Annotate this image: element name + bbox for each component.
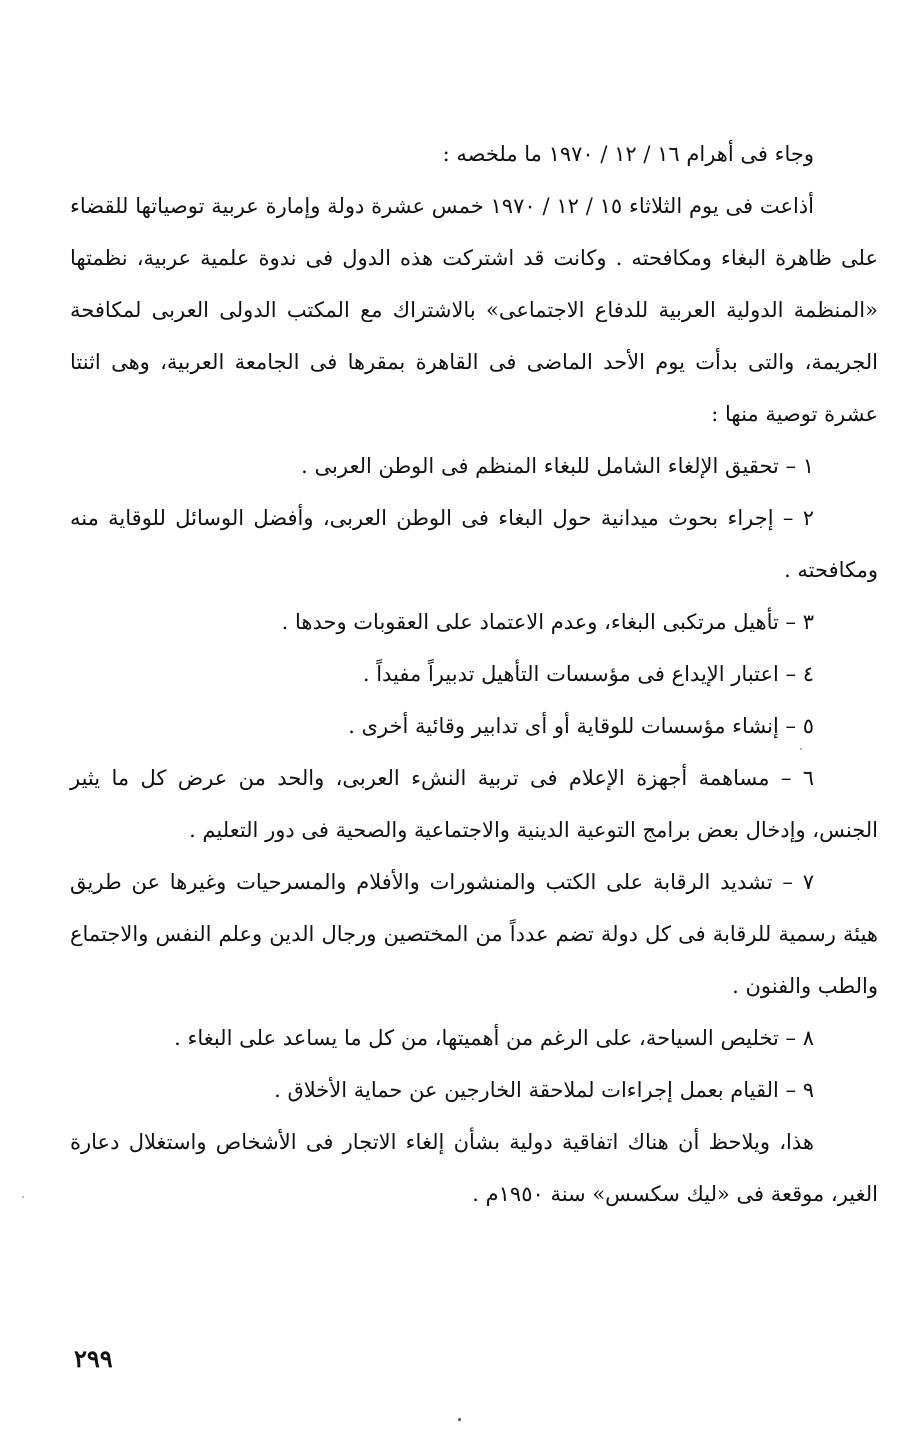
body-text — [70, 128, 878, 1220]
recommendation-9: ٩ – القيام بعمل إجراءات لملاحقة الخارجين عن حماية الأخلاق . — [274, 1078, 814, 1102]
report-paragraph: أذاعت فى يوم الثلاثاء ١٥ / ١٢ / ١٩٧٠ خمس عشرة دولة وإمارة عربية توصياتها للقضاء على ظاهرة البغاء ومكافحته . وكانت قد اشتركت هذه الدول فى ندوة علمية عربية، نظمتها «المنظمة الدولية العربية للدفاع الاجتماعى» بالاشتراك مع المكتب الدولى العربى لمكافحة الجريمة، والتى بدأت يوم الأحد الماضى فى القاهرة بمقرها فى الجامعة العربية، وهى اثنتا عشرة توصية منها : — [70, 194, 878, 426]
recommendation-2: ٢ – إجراء بحوث ميدانية حول البغاء فى الوطن العربى، وأفضل الوسائل للوقاية منه ومكافحته . — [70, 506, 878, 582]
recommendation-1: ١ – تحقيق الإلغاء الشامل للبغاء المنظم فى الوطن العربى . — [301, 454, 814, 478]
recommendation-8: ٨ – تخليص السياحة، على الرغم من أهميتها، من كل ما يساعد على البغاء . — [174, 1026, 814, 1050]
scan-speck — [800, 748, 802, 750]
recommendation-5: ٥ – إنشاء مؤسسات للوقاية أو أى تدابير وقائية أخرى . — [348, 714, 814, 738]
recommendation-6: ٦ – مساهمة أجهزة الإعلام فى تربية النشء العربى، والحد من عرض كل ما يثير الجنس، وإدخال بعض برامج التوعية الدينية والاجتماعية والصحية فى دور التعليم . — [70, 766, 878, 842]
recommendation-3: ٣ – تأهيل مرتكبى البغاء، وعدم الاعتماد على العقوبات وحدها . — [281, 610, 814, 634]
page-number: ٢٩٩ — [74, 1344, 113, 1373]
scan-speck — [22, 1196, 24, 1198]
intro-line: وجاء فى أهرام ١٦ / ١٢ / ١٩٧٠ ما ملخصه : — [442, 142, 814, 166]
closing-paragraph: هذا، ويلاحظ أن هناك اتفاقية دولية بشأن إلغاء الاتجار فى الأشخاص واستغلال دعارة الغير، موقعة فى «ليك سكسس» سنة ١٩٥٠م . — [70, 1130, 878, 1206]
scan-speck — [458, 1418, 461, 1421]
recommendation-4: ٤ – اعتبار الإيداع فى مؤسسات التأهيل تدبيراً مفيداً . — [362, 662, 814, 686]
recommendation-7: ٧ – تشديد الرقابة على الكتب والمنشورات والأفلام والمسرحيات وغيرها عن طريق هيئة رسمية للرقابة فى كل دولة تضم عدداً من المختصين ورجال الدين وعلم النفس والاجتماع والطب والفنون . — [70, 870, 878, 998]
